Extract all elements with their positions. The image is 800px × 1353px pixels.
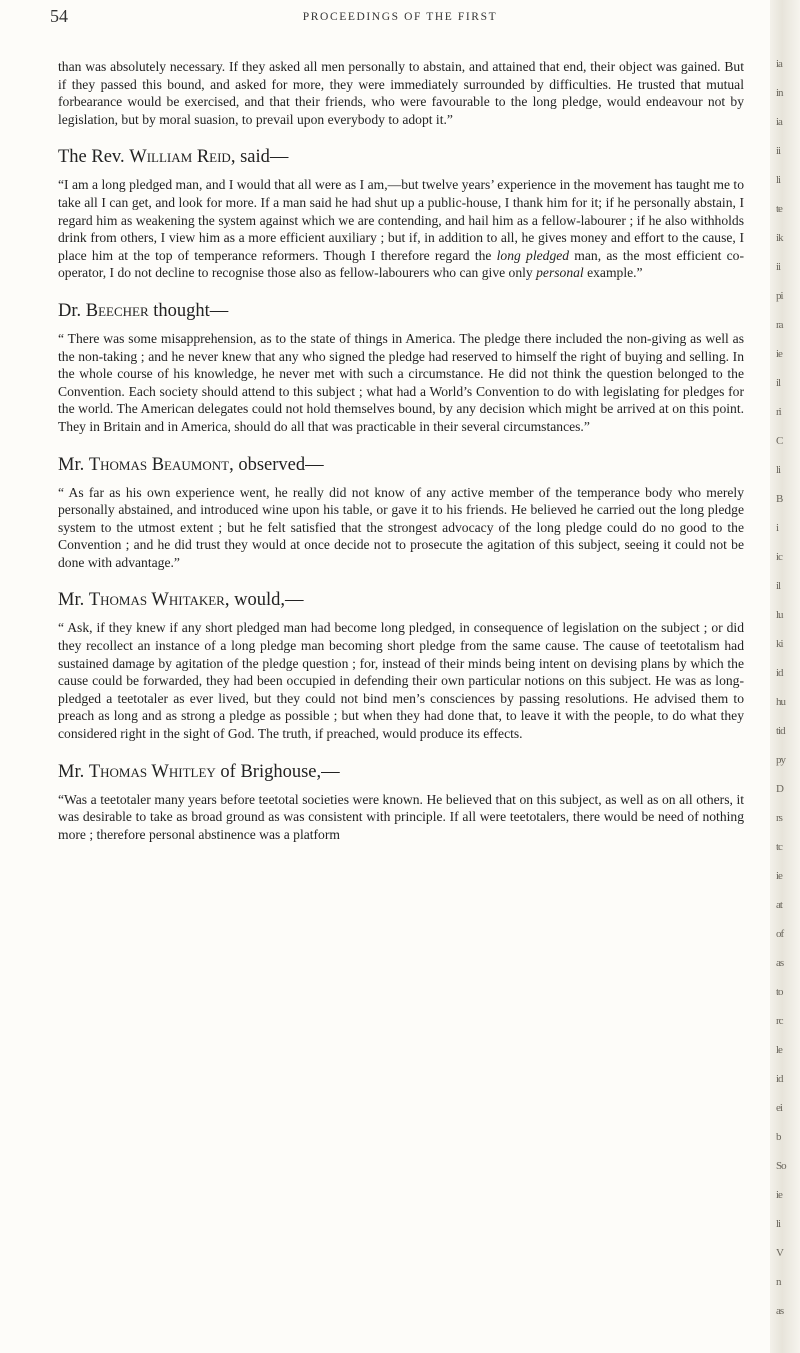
gutter-fragment: rc — [776, 1015, 783, 1027]
speaker-heading — [58, 761, 744, 783]
gutter-fragment: ii — [776, 145, 781, 157]
gutter-fragment: il — [776, 377, 781, 389]
gutter-fragment: i — [776, 522, 779, 534]
speaker-heading — [58, 300, 744, 322]
speaker-verb: of Brighouse,— — [215, 761, 340, 782]
gutter-fragment: ia — [776, 116, 782, 128]
speaker-heading — [58, 146, 744, 168]
speech-paragraph — [58, 176, 744, 282]
speaker-title: The Rev. — [58, 147, 130, 168]
speaker-title: Mr. — [58, 590, 89, 611]
speech-paragraph: “ As far as his own experience went, he really did not know of any active member of the temperance body who merely personally abstained, and introduced wine upon his table, or gave it to his friends. He believed he carried out the long pledge system to the utmost extent ; but he felt satisfied that the strongest advocacy of the long pledge could do no good to the Convention ; and he did trust they would at once decide not to prosecute the agitation of this subject, seeing it could not be done with advantage.” — [58, 484, 744, 570]
gutter-fragment: V — [776, 1247, 783, 1259]
gutter-fragment: So — [776, 1160, 786, 1172]
running-head: PROCEEDINGS OF THE FIRST — [302, 11, 498, 23]
gutter-fragment: rs — [776, 812, 782, 824]
speaker-name: William Reid — [129, 147, 231, 168]
gutter-fragment: le — [776, 1044, 782, 1056]
speech-text: example.” — [583, 265, 643, 281]
gutter-fragment: at — [776, 899, 782, 911]
gutter-fragment: ik — [776, 232, 783, 244]
page-number: 54 — [50, 6, 68, 26]
gutter-fragment: ii — [776, 261, 781, 273]
speaker-title: Mr. — [58, 454, 89, 475]
gutter-fragment: b — [776, 1131, 781, 1143]
gutter-fragment: lu — [776, 609, 783, 621]
opening-paragraph: than was absolutely necessary. If they asked all men personally to abstain, and attained that end, their object was gained. But if they passed this bound, and asked for more, they were immediately surrounded by difficulties. He trusted that mutual forbearance would be exercised, and that their friends, who were favourable to the long pledge, would endeavour not by legislation, but by moral suasion, to prevail upon everybody to adopt it.” — [58, 59, 744, 127]
gutter-fragment: ie — [776, 870, 782, 882]
gutter-fragment: ki — [776, 638, 783, 650]
speaker-verb: , said— — [230, 147, 289, 168]
speech-text: man, as the most efficient co-operator, I do not decline to recognise those also as fellow-labourers who can give only — [58, 247, 744, 281]
speaker-heading — [58, 454, 744, 476]
gutter-fragment: ic — [776, 551, 782, 563]
speaker-name: Thomas Beaumont — [88, 454, 230, 475]
gutter-fragment: to — [776, 986, 783, 998]
gutter-fragment: C — [776, 435, 783, 447]
gutter-fragment: of — [776, 928, 784, 940]
speech-emphasis: personal — [536, 265, 584, 281]
speaker-verb: , would,— — [224, 590, 304, 611]
gutter-fragment: D — [776, 783, 783, 795]
gutter-fragment: li — [776, 1218, 781, 1230]
gutter-fragment: li — [776, 464, 781, 476]
speaker-name: Beecher — [85, 300, 149, 321]
gutter-fragment: id — [776, 1073, 783, 1085]
speaker-title: Dr. — [58, 300, 86, 321]
gutter-fragment: tid — [776, 725, 785, 737]
gutter-fragment: li — [776, 174, 781, 186]
gutter-fragment: ia — [776, 58, 782, 70]
gutter-fragment: ri — [776, 406, 781, 418]
speaker-verb: , observed— — [229, 454, 324, 475]
gutter-fragment: pi — [776, 290, 783, 302]
gutter-fragment: ra — [776, 319, 783, 331]
gutter-fragment: B — [776, 493, 783, 505]
speaker-verb: thought— — [148, 300, 229, 321]
speech-paragraph: “ There was some misapprehension, as to the state of things in America. The pledge there included the non-giving as well as the non-taking ; and he never knew that any who signed the pledge had reserved to himself the right of buying and selling. In the whole course of his knowledge, he never met with such a circumstance. He did not think the question belonged to the Convention. Each society should attend to this subject ; what had a World’s Convention to do with legislating for pledges for the world. The American delegates could not hold themselves bound, by any decision which might be arrived at on this point. They in Britain and in America, should do all that was practicable in their several circumstances.” — [58, 330, 744, 434]
gutter-fragment: in — [776, 87, 783, 99]
gutter-fragment: il — [776, 580, 781, 592]
gutter-fragment: te — [776, 203, 782, 215]
speech-paragraph: “ Ask, if they knew if any short pledged man had become long pledged, in consequence of legislation on the subject ; or did they recollect an instance of a long pledge man becoming short pledge from the same cause. The cause of teetotalism had sustained damage by agitation of the pledge question ; for, instead of their minds being intent on devising plans by which the cause could be forwarded, they had been occupied in defending their own particular notions on this subject. He was as long-pledged a teetotaler as ever lived, but they could not bind men’s consciences by passing resolutions. He advised them to preach as long and as strong a pledge as possible ; but when they had done that, to leave it with the people, to do what they considered right in the sight of God. The truth, if preached, would produce its effects. — [58, 620, 744, 742]
page-header — [50, 6, 750, 30]
speech-paragraph: “Was a teetotaler many years before teetotal societies were known. He believed that on this subject, as well as on all others, it was desirable to take as broad ground as was consistent with principle. If all were teetotalers, there would be need of nothing more ; therefore personal abstinence was a platform — [58, 791, 744, 842]
gutter-fragment: ie — [776, 348, 782, 360]
speech-emphasis: long pledged — [496, 247, 570, 263]
speaker-heading — [58, 589, 744, 611]
gutter-fragment: tc — [776, 841, 782, 853]
gutter-fragment: py — [776, 754, 785, 766]
speaker-name: Thomas Whitley — [88, 761, 216, 782]
speech-text: “I am a long pledged man, and I would that all were as I am,—but twelve years’ experience in the movement has taught me to take all I can get, and look for more. If a man said he had shut up a public-house, I thank him for it; if he personally abstain, I regard him as weakening the system against which we are contending, and hail him as a fellow-labourer ; if he also withholds drink from others, I view him as a more efficient auxiliary ; but if, in addition to all, he gives money and effort to the cause, I place him at the top of temperance reformers. Though I therefore regard the — [58, 177, 744, 263]
gutter-fragment: id — [776, 667, 783, 679]
gutter-fragment: ie — [776, 1189, 782, 1201]
gutter-fragment: hu — [776, 696, 785, 708]
speaker-name: Thomas Whitaker — [88, 590, 225, 611]
gutter-fragment: as — [776, 1305, 784, 1317]
facing-page-gutter — [770, 0, 800, 1353]
gutter-fragment: ei — [776, 1102, 782, 1114]
gutter-fragment: as — [776, 957, 784, 969]
speaker-title: Mr. — [58, 761, 89, 782]
body-text — [58, 58, 744, 843]
gutter-fragment: n — [776, 1276, 781, 1288]
